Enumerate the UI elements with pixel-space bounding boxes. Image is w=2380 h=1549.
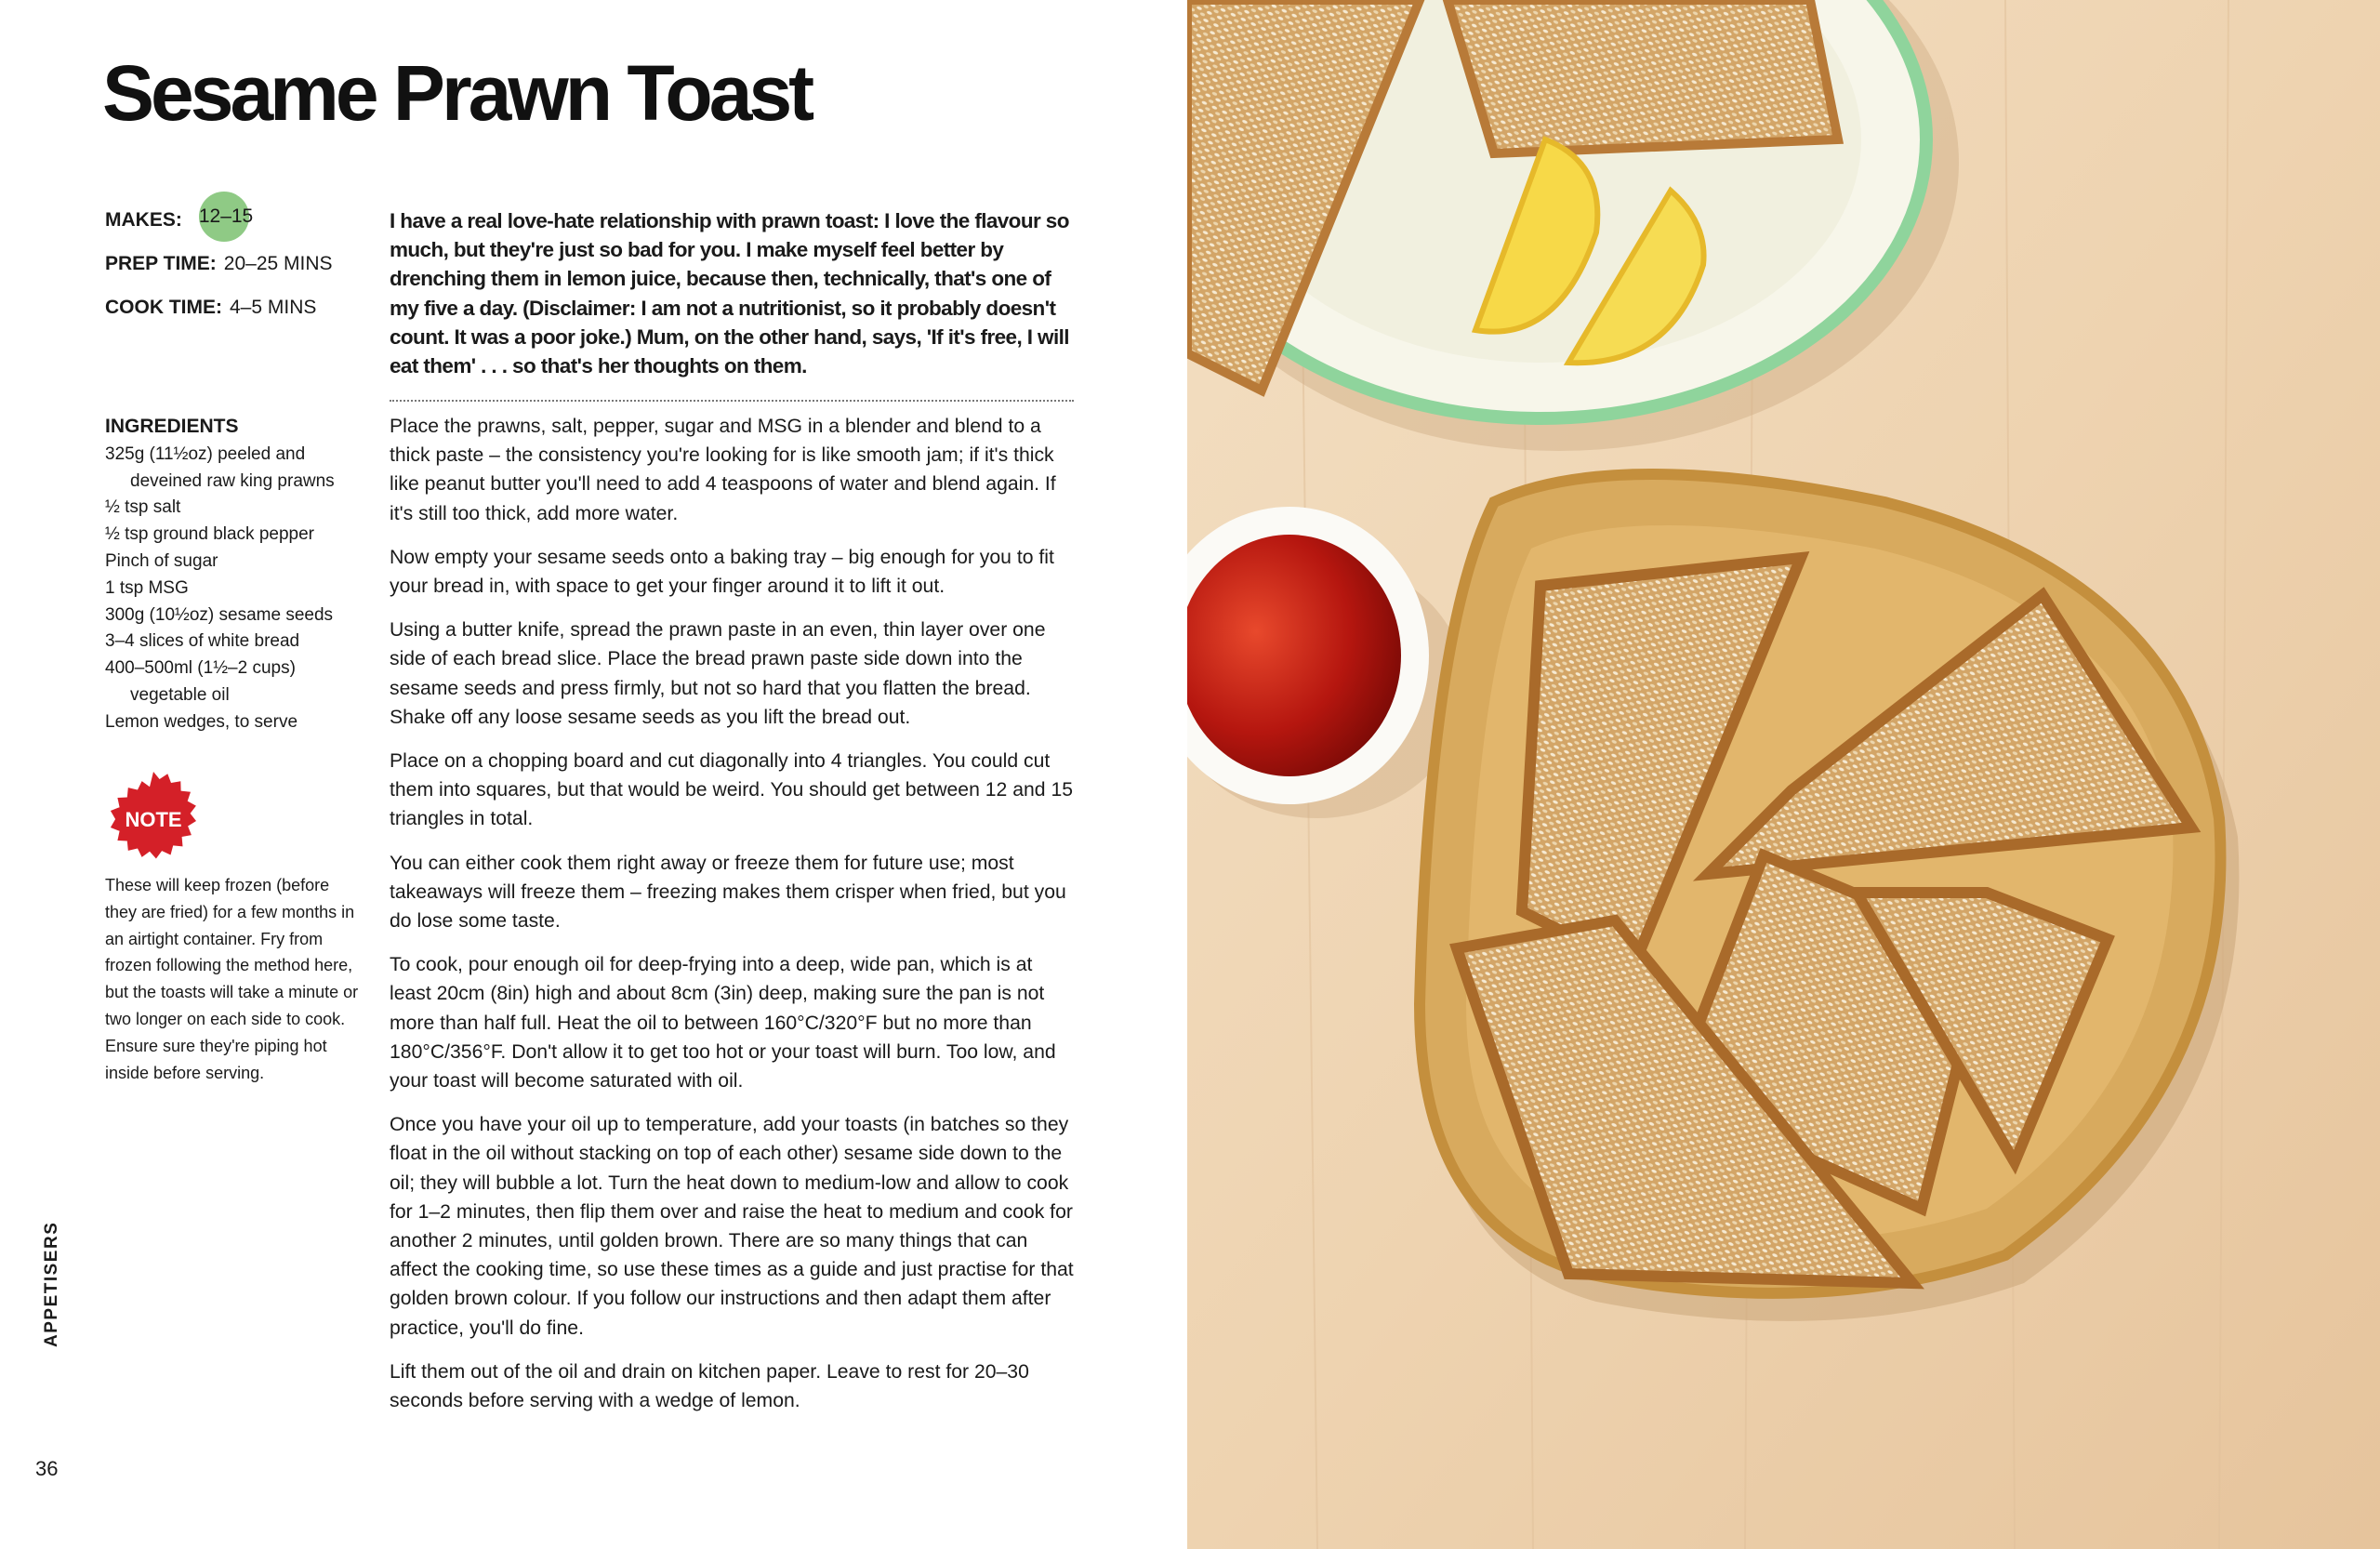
ingredient-item: ½ tsp salt	[105, 497, 181, 518]
ingredient-item: 1 tsp MSG	[105, 577, 189, 598]
prep-time-value: 20–25 MINS	[223, 253, 333, 274]
sweet-chilli-sauce	[1187, 535, 1401, 776]
ingredient-item: ½ tsp ground black pepper	[105, 524, 314, 545]
ingredient-item: 3–4 slices of white bread	[105, 631, 300, 652]
intro-paragraph: I have a real love-hate relationship with prawn toast: I love the flavour so much, but they're just so bad for you. I make myself feel better by drenching them in lemon juice, because then, technically, that's one of my five a day. (Disclaimer: I am not a nutritionist, so it probably doesn't count. It was a poor joke.) Mum, on the other hand, says, 'If it's free, I will eat them' . . . so that's her thoughts on them.	[390, 209, 1069, 378]
note-paragraph: These will keep frozen (before they are fried) for a few months in an airtight container. Fry from frozen following the method here, but the toasts will take a minute or two longer on each side to cook. Ensure sure they're piping hot inside before serving.	[105, 876, 359, 1082]
ingredients-section	[105, 414, 356, 736]
method-step: You can either cook them right away or freeze them for future use; most takeaways will freeze them – freezing makes them crisper when fried, but you do lose some taste.	[390, 852, 1066, 933]
makes-badge: 12–15	[199, 192, 249, 242]
method-step: Now empty your sesame seeds onto a baking tray – big enough for you to fit your bread in, with space to get your finger around it to lift it out.	[390, 546, 1054, 598]
cook-time-row	[105, 296, 333, 320]
makes-label: MAKES:	[105, 209, 182, 231]
method-step: To cook, pour enough oil for deep-frying into a deep, wide pan, which is at least 20cm (8in) high and about 8cm (3in) deep, making sure the pan is not more than half full. Heat the oil to between 160°C/320°F but no more than 180°C/356°F. Don't allow it to get too hot or your toast will burn. Too low, and your toast will become saturated with oil.	[390, 954, 1056, 1092]
prep-time-label: PREP TIME:	[105, 253, 217, 274]
ingredients-heading: INGREDIENTS	[105, 416, 239, 437]
note-badge-label: NOTE	[125, 808, 182, 831]
ingredient-item: Lemon wedges, to serve	[105, 711, 298, 732]
ingredient-item: 400–500ml (1½–2 cups) vegetable oil	[105, 658, 296, 705]
ingredient-item: Pinch of sugar	[105, 550, 218, 571]
prep-time-row	[105, 252, 333, 276]
dotted-divider	[390, 400, 1074, 402]
toast-triangle	[1448, 0, 1838, 153]
method-section	[390, 412, 1078, 1430]
recipe-meta	[105, 205, 333, 339]
method-step: Once you have your oil up to temperature, add your toasts (in batches so they float in the oil without stacking on top of each other) sesame side down to the oil; they will bubble a lot. Turn the heat down to medium-low and allow to cook for 1–2 minutes, then flip them over and raise the heat to medium and cook for another 2 minutes, until golden brown. There are so many things that can affect the cooking time, so use these times as a guide and just practise for that golden brown colour. If you follow our instructions and then adapt them after practice, you'll do fine.	[390, 1114, 1074, 1339]
note-badge	[102, 768, 205, 870]
ingredients-list	[105, 442, 356, 736]
recipe-title: Sesame Prawn Toast	[102, 49, 812, 137]
food-photo-illustration	[1187, 0, 2380, 1549]
food-photo	[1187, 0, 2380, 1549]
cook-time-value: 4–5 MINS	[230, 297, 317, 318]
method-step: Using a butter knife, spread the prawn paste in an even, thin layer over one side of each bread slice. Place the bread prawn paste side down into the sesame seeds and press firmly, but not so hard that you flatten the bread. Shake off any loose sesame seeds as you lift the bread out.	[390, 619, 1046, 728]
method-step: Place the prawns, salt, pepper, sugar and MSG in a blender and blend to a thick paste – the consistency you're looking for is like smooth jam; if it's thick like peanut butter you'll need to add 4 teaspoons of water and blend again. If it's still too thick, add more water.	[390, 416, 1056, 524]
section-label: APPETISERS	[42, 1221, 61, 1347]
page-number: 36	[35, 1457, 59, 1480]
cook-time-label: COOK TIME:	[105, 297, 222, 318]
method-step: Lift them out of the oil and drain on kitchen paper. Leave to rest for 20–30 seconds before serving with a wedge of lemon.	[390, 1360, 1029, 1412]
recipe-page	[0, 0, 1187, 1549]
makes-row	[105, 205, 333, 232]
ingredient-item: 325g (11½oz) peeled and deveined raw king prawns	[105, 444, 335, 491]
method-step: Place on a chopping board and cut diagonally into 4 triangles. You could cut them into squares, but that would be weird. You should get between 12 and 15 triangles in total.	[390, 750, 1074, 830]
ingredient-item: 300g (10½oz) sesame seeds	[105, 604, 334, 625]
note-text	[105, 872, 361, 1086]
